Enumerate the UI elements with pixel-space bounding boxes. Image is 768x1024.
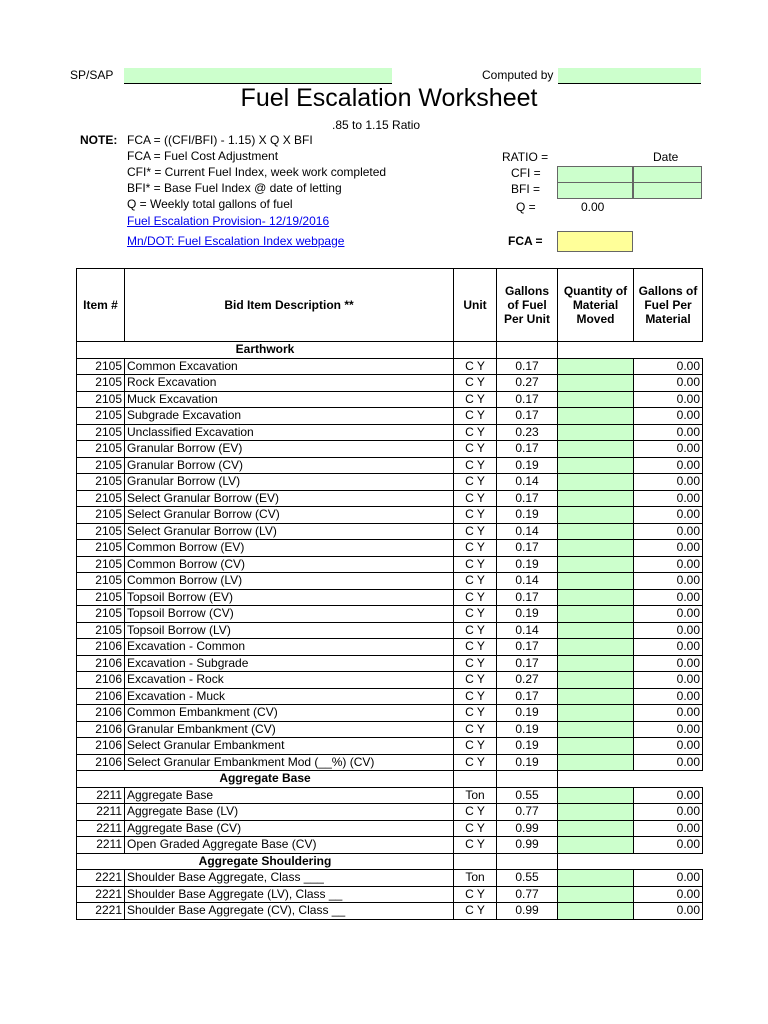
fuel-per-material-cell: 0.00 (634, 804, 703, 821)
section-header-row (77, 342, 703, 359)
item-number-cell: 2105 (77, 556, 125, 573)
item-number-cell: 2105 (77, 457, 125, 474)
unit-cell: C Y (454, 358, 497, 375)
item-number-cell: 2105 (77, 358, 125, 375)
quantity-input-cell[interactable] (558, 754, 634, 771)
item-description-cell: Unclassified Excavation (125, 424, 454, 441)
gallons-per-unit-cell: 0.27 (497, 672, 558, 689)
quantity-input-cell[interactable] (558, 375, 634, 392)
item-description-cell: Shoulder Base Aggregate (CV), Class __ (125, 903, 454, 920)
cfi-label: CFI = (511, 166, 541, 180)
table-row (77, 837, 703, 854)
item-number-cell: 2105 (77, 540, 125, 557)
item-number-cell: 2105 (77, 507, 125, 524)
fuel-per-material-cell: 0.00 (634, 903, 703, 920)
table-row (77, 903, 703, 920)
unit-cell: Ton (454, 787, 497, 804)
unit-cell: C Y (454, 820, 497, 837)
gallons-per-unit-cell: 0.17 (497, 408, 558, 425)
table-row (77, 408, 703, 425)
gallons-per-unit-cell: 0.19 (497, 507, 558, 524)
item-description-cell: Common Embankment (CV) (125, 705, 454, 722)
cfi-date-input[interactable] (633, 166, 702, 183)
fuel-per-material-cell: 0.00 (634, 375, 703, 392)
quantity-input-cell[interactable] (558, 787, 634, 804)
table-row (77, 490, 703, 507)
item-number-cell: 2105 (77, 589, 125, 606)
item-number-cell: 2106 (77, 688, 125, 705)
header-line: of Fuel (507, 298, 547, 312)
fuel-per-material-cell: 0.00 (634, 655, 703, 672)
item-number-cell: 2211 (77, 820, 125, 837)
section-empty-cell (454, 853, 497, 870)
gallons-per-unit-cell: 0.14 (497, 622, 558, 639)
gallons-per-unit-cell: 0.99 (497, 837, 558, 854)
quantity-input-cell[interactable] (558, 507, 634, 524)
sp-sap-label: SP/SAP (70, 68, 114, 82)
fuel-per-material-cell: 0.00 (634, 886, 703, 903)
item-number-cell: 2106 (77, 639, 125, 656)
quantity-input-cell[interactable] (558, 804, 634, 821)
section-empty-cell (454, 342, 497, 359)
unit-cell: C Y (454, 441, 497, 458)
item-number-cell: 2105 (77, 606, 125, 623)
quantity-input-cell[interactable] (558, 391, 634, 408)
cfi-input[interactable] (557, 166, 633, 183)
fuel-items-table (76, 268, 703, 920)
header-line: Fuel Per (644, 298, 692, 312)
quantity-input-cell[interactable] (558, 705, 634, 722)
item-number-cell: 2106 (77, 655, 125, 672)
fuel-escalation-index-link[interactable]: Mn/DOT: Fuel Escalation Index webpage (127, 234, 345, 248)
quantity-input-cell[interactable] (558, 441, 634, 458)
quantity-input-cell[interactable] (558, 837, 634, 854)
item-description-cell: Granular Embankment (CV) (125, 721, 454, 738)
item-number-cell: 2105 (77, 408, 125, 425)
quantity-input-cell[interactable] (558, 606, 634, 623)
table-row (77, 556, 703, 573)
item-description-cell: Aggregate Base (LV) (125, 804, 454, 821)
item-number-cell: 2105 (77, 474, 125, 491)
gallons-per-unit-cell: 0.17 (497, 540, 558, 557)
table-row (77, 622, 703, 639)
gallons-per-unit-cell: 0.17 (497, 391, 558, 408)
gallons-per-unit-cell: 0.17 (497, 358, 558, 375)
note-line: CFI* = Current Fuel Index, week work completed (127, 165, 387, 179)
item-description-cell: Shoulder Base Aggregate, Class ___ (125, 870, 454, 887)
item-number-cell: 2105 (77, 424, 125, 441)
quantity-input-cell[interactable] (558, 358, 634, 375)
quantity-input-cell[interactable] (558, 870, 634, 887)
gallons-per-unit-cell: 0.77 (497, 886, 558, 903)
unit-cell: C Y (454, 804, 497, 821)
header-line: Gallons (504, 284, 549, 298)
col-header-fuel-per-material (634, 269, 703, 342)
item-description-cell: Excavation - Muck (125, 688, 454, 705)
gallons-per-unit-cell: 0.77 (497, 804, 558, 821)
quantity-input-cell[interactable] (558, 424, 634, 441)
section-title: Aggregate Base (77, 771, 454, 788)
unit-cell: C Y (454, 639, 497, 656)
item-number-cell: 2105 (77, 490, 125, 507)
quantity-input-cell[interactable] (558, 903, 634, 920)
item-description-cell: Excavation - Common (125, 639, 454, 656)
item-description-cell: Excavation - Subgrade (125, 655, 454, 672)
table-row (77, 787, 703, 804)
gallons-per-unit-cell: 0.17 (497, 490, 558, 507)
gallons-per-unit-cell: 0.17 (497, 441, 558, 458)
item-description-cell: Open Graded Aggregate Base (CV) (125, 837, 454, 854)
table-row (77, 754, 703, 771)
fuel-per-material-cell: 0.00 (634, 358, 703, 375)
col-header-quantity (558, 269, 634, 342)
item-description-cell: Subgrade Excavation (125, 408, 454, 425)
gallons-per-unit-cell: 0.19 (497, 721, 558, 738)
quantity-input-cell[interactable] (558, 622, 634, 639)
gallons-per-unit-cell: 0.55 (497, 870, 558, 887)
section-title: Earthwork (77, 342, 454, 359)
item-description-cell: Rock Excavation (125, 375, 454, 392)
gallons-per-unit-cell: 0.19 (497, 606, 558, 623)
item-description-cell: Muck Excavation (125, 391, 454, 408)
table-row (77, 639, 703, 656)
note-line: BFI* = Base Fuel Index @ date of letting (127, 181, 342, 195)
unit-cell: C Y (454, 589, 497, 606)
item-number-cell: 2106 (77, 705, 125, 722)
unit-cell: C Y (454, 474, 497, 491)
header-line: Gallons of (638, 284, 698, 298)
item-description-cell: Granular Borrow (EV) (125, 441, 454, 458)
fuel-per-material-cell: 0.00 (634, 573, 703, 590)
quantity-input-cell[interactable] (558, 655, 634, 672)
item-description-cell: Select Granular Borrow (EV) (125, 490, 454, 507)
item-description-cell: Topsoil Borrow (EV) (125, 589, 454, 606)
gallons-per-unit-cell: 0.19 (497, 556, 558, 573)
bfi-label: BFI = (511, 182, 541, 196)
note-label: NOTE: (80, 133, 118, 147)
item-number-cell: 2211 (77, 804, 125, 821)
item-description-cell: Select Granular Embankment Mod (__%) (CV) (125, 754, 454, 771)
fuel-per-material-cell: 0.00 (634, 721, 703, 738)
gallons-per-unit-cell: 0.17 (497, 655, 558, 672)
item-description-cell: Topsoil Borrow (CV) (125, 606, 454, 623)
section-title: Aggregate Shouldering (77, 853, 454, 870)
quantity-input-cell[interactable] (558, 457, 634, 474)
item-description-cell: Common Excavation (125, 358, 454, 375)
table-row (77, 606, 703, 623)
section-header-row (77, 853, 703, 870)
unit-cell: C Y (454, 457, 497, 474)
unit-cell: C Y (454, 606, 497, 623)
gallons-per-unit-cell: 0.14 (497, 523, 558, 540)
header-line: Quantity of (563, 284, 628, 298)
item-description-cell: Select Granular Borrow (LV) (125, 523, 454, 540)
item-description-cell: Excavation - Rock (125, 672, 454, 689)
quantity-input-cell[interactable] (558, 556, 634, 573)
note-line: FCA = ((CFI/BFI) - 1.15) X Q X BFI (127, 133, 313, 147)
table-row (77, 738, 703, 755)
item-number-cell: 2221 (77, 903, 125, 920)
fuel-per-material-cell: 0.00 (634, 490, 703, 507)
fuel-per-material-cell: 0.00 (634, 556, 703, 573)
section-header-row (77, 771, 703, 788)
item-number-cell: 2105 (77, 573, 125, 590)
section-empty-cell (497, 853, 558, 870)
gallons-per-unit-cell: 0.17 (497, 639, 558, 656)
unit-cell: C Y (454, 540, 497, 557)
header-line: Moved (576, 312, 615, 326)
quantity-input-cell[interactable] (558, 573, 634, 590)
table-row (77, 523, 703, 540)
fuel-per-material-cell: 0.00 (634, 754, 703, 771)
gallons-per-unit-cell: 0.14 (497, 474, 558, 491)
unit-cell: C Y (454, 721, 497, 738)
col-header-unit: Unit (454, 269, 497, 342)
unit-cell: C Y (454, 375, 497, 392)
fuel-per-material-cell: 0.00 (634, 606, 703, 623)
fuel-per-material-cell: 0.00 (634, 738, 703, 755)
unit-cell: C Y (454, 688, 497, 705)
item-description-cell: Shoulder Base Aggregate (LV), Class __ (125, 886, 454, 903)
table-row (77, 457, 703, 474)
table-row (77, 820, 703, 837)
fuel-escalation-provision-link[interactable]: Fuel Escalation Provision- 12/19/2016 (127, 214, 330, 228)
item-number-cell: 2106 (77, 754, 125, 771)
q-label: Q = (516, 200, 536, 214)
gallons-per-unit-cell: 0.99 (497, 903, 558, 920)
unit-cell: C Y (454, 655, 497, 672)
fuel-per-material-cell: 0.00 (634, 474, 703, 491)
table-row (77, 424, 703, 441)
bfi-date-input[interactable] (633, 182, 702, 199)
gallons-per-unit-cell: 0.19 (497, 705, 558, 722)
computed-by-label: Computed by (482, 68, 554, 82)
table-row (77, 358, 703, 375)
col-header-item: Item # (77, 269, 125, 342)
unit-cell: C Y (454, 556, 497, 573)
table-body (77, 342, 703, 920)
gallons-per-unit-cell: 0.55 (497, 787, 558, 804)
note-line: FCA = Fuel Cost Adjustment (127, 149, 279, 163)
item-number-cell: 2106 (77, 721, 125, 738)
gallons-per-unit-cell: 0.19 (497, 738, 558, 755)
section-empty-cell (497, 342, 558, 359)
item-description-cell: Common Borrow (LV) (125, 573, 454, 590)
fuel-per-material-cell: 0.00 (634, 457, 703, 474)
fuel-per-material-cell: 0.00 (634, 441, 703, 458)
table-row (77, 705, 703, 722)
unit-cell: C Y (454, 886, 497, 903)
fuel-per-material-cell: 0.00 (634, 424, 703, 441)
item-number-cell: 2211 (77, 787, 125, 804)
item-number-cell: 2105 (77, 375, 125, 392)
quantity-input-cell[interactable] (558, 523, 634, 540)
sp-sap-input[interactable] (124, 68, 392, 84)
item-number-cell: 2105 (77, 622, 125, 639)
fuel-per-material-cell: 0.00 (634, 523, 703, 540)
gallons-per-unit-cell: 0.19 (497, 754, 558, 771)
fuel-per-material-cell: 0.00 (634, 688, 703, 705)
section-empty-cell (497, 771, 558, 788)
item-number-cell: 2105 (77, 391, 125, 408)
item-number-cell: 2211 (77, 837, 125, 854)
table-row (77, 441, 703, 458)
quantity-input-cell[interactable] (558, 820, 634, 837)
item-description-cell: Granular Borrow (LV) (125, 474, 454, 491)
header-line: Material (645, 312, 691, 326)
item-number-cell: 2221 (77, 886, 125, 903)
unit-cell: C Y (454, 523, 497, 540)
page-title: Fuel Escalation Worksheet (240, 84, 538, 112)
unit-cell: C Y (454, 391, 497, 408)
ratio-range: .85 to 1.15 Ratio (332, 118, 421, 132)
fuel-per-material-cell: 0.00 (634, 589, 703, 606)
table-row (77, 507, 703, 524)
item-number-cell: 2106 (77, 672, 125, 689)
gallons-per-unit-cell: 0.17 (497, 589, 558, 606)
item-description-cell: Common Borrow (CV) (125, 556, 454, 573)
unit-cell: C Y (454, 573, 497, 590)
quantity-input-cell[interactable] (558, 721, 634, 738)
table-row (77, 672, 703, 689)
computed-by-input[interactable] (558, 68, 701, 84)
unit-cell: C Y (454, 754, 497, 771)
fuel-per-material-cell: 0.00 (634, 672, 703, 689)
fuel-per-material-cell: 0.00 (634, 408, 703, 425)
item-description-cell: Aggregate Base (125, 787, 454, 804)
ratio-label: RATIO = (502, 150, 549, 164)
quantity-input-cell[interactable] (558, 490, 634, 507)
table-row (77, 721, 703, 738)
item-description-cell: Granular Borrow (CV) (125, 457, 454, 474)
table-row (77, 540, 703, 557)
item-number-cell: 2105 (77, 441, 125, 458)
unit-cell: C Y (454, 705, 497, 722)
fuel-per-material-cell: 0.00 (634, 507, 703, 524)
gallons-per-unit-cell: 0.99 (497, 820, 558, 837)
quantity-input-cell[interactable] (558, 639, 634, 656)
header-line: Material (572, 298, 619, 312)
fca-label: FCA = (508, 234, 543, 248)
fuel-per-material-cell: 0.00 (634, 787, 703, 804)
item-description-cell: Select Granular Borrow (CV) (125, 507, 454, 524)
item-number-cell: 2221 (77, 870, 125, 887)
unit-cell: C Y (454, 837, 497, 854)
unit-cell: C Y (454, 672, 497, 689)
table-row (77, 886, 703, 903)
gallons-per-unit-cell: 0.14 (497, 573, 558, 590)
quantity-input-cell[interactable] (558, 474, 634, 491)
table-row (77, 688, 703, 705)
unit-cell: C Y (454, 490, 497, 507)
gallons-per-unit-cell: 0.19 (497, 457, 558, 474)
header-line: Per Unit (503, 312, 550, 326)
note-line: Q = Weekly total gallons of fuel (127, 197, 293, 211)
unit-cell: C Y (454, 738, 497, 755)
unit-cell: C Y (454, 408, 497, 425)
fuel-per-material-cell: 0.00 (634, 391, 703, 408)
bfi-input[interactable] (557, 182, 633, 199)
item-number-cell: 2106 (77, 738, 125, 755)
fuel-per-material-cell: 0.00 (634, 705, 703, 722)
gallons-per-unit-cell: 0.27 (497, 375, 558, 392)
item-description-cell: Select Granular Embankment (125, 738, 454, 755)
item-number-cell: 2105 (77, 523, 125, 540)
unit-cell: C Y (454, 903, 497, 920)
gallons-per-unit-cell: 0.23 (497, 424, 558, 441)
section-empty-cell (454, 771, 497, 788)
table-row (77, 804, 703, 821)
fuel-per-material-cell: 0.00 (634, 639, 703, 656)
quantity-input-cell[interactable] (558, 589, 634, 606)
quantity-input-cell[interactable] (558, 672, 634, 689)
quantity-input-cell[interactable] (558, 886, 634, 903)
quantity-input-cell[interactable] (558, 688, 634, 705)
item-description-cell: Topsoil Borrow (LV) (125, 622, 454, 639)
table-row (77, 375, 703, 392)
table-row (77, 589, 703, 606)
unit-cell: C Y (454, 507, 497, 524)
item-description-cell: Common Borrow (EV) (125, 540, 454, 557)
table-row (77, 870, 703, 887)
table-row (77, 391, 703, 408)
col-header-gallons-per-unit (497, 269, 558, 342)
q-value: 0.00 (581, 200, 605, 214)
col-header-description: Bid Item Description ** (125, 269, 454, 342)
fuel-per-material-cell: 0.00 (634, 622, 703, 639)
quantity-input-cell[interactable] (558, 408, 634, 425)
quantity-input-cell[interactable] (558, 540, 634, 557)
quantity-input-cell[interactable] (558, 738, 634, 755)
date-label: Date (653, 150, 679, 164)
table-row (77, 474, 703, 491)
gallons-per-unit-cell: 0.17 (497, 688, 558, 705)
unit-cell: C Y (454, 424, 497, 441)
fuel-per-material-cell: 0.00 (634, 540, 703, 557)
fuel-per-material-cell: 0.00 (634, 837, 703, 854)
fca-result (557, 231, 633, 252)
fuel-per-material-cell: 0.00 (634, 870, 703, 887)
table-row (77, 655, 703, 672)
fuel-per-material-cell: 0.00 (634, 820, 703, 837)
item-description-cell: Aggregate Base (CV) (125, 820, 454, 837)
unit-cell: C Y (454, 622, 497, 639)
unit-cell: Ton (454, 870, 497, 887)
table-row (77, 573, 703, 590)
